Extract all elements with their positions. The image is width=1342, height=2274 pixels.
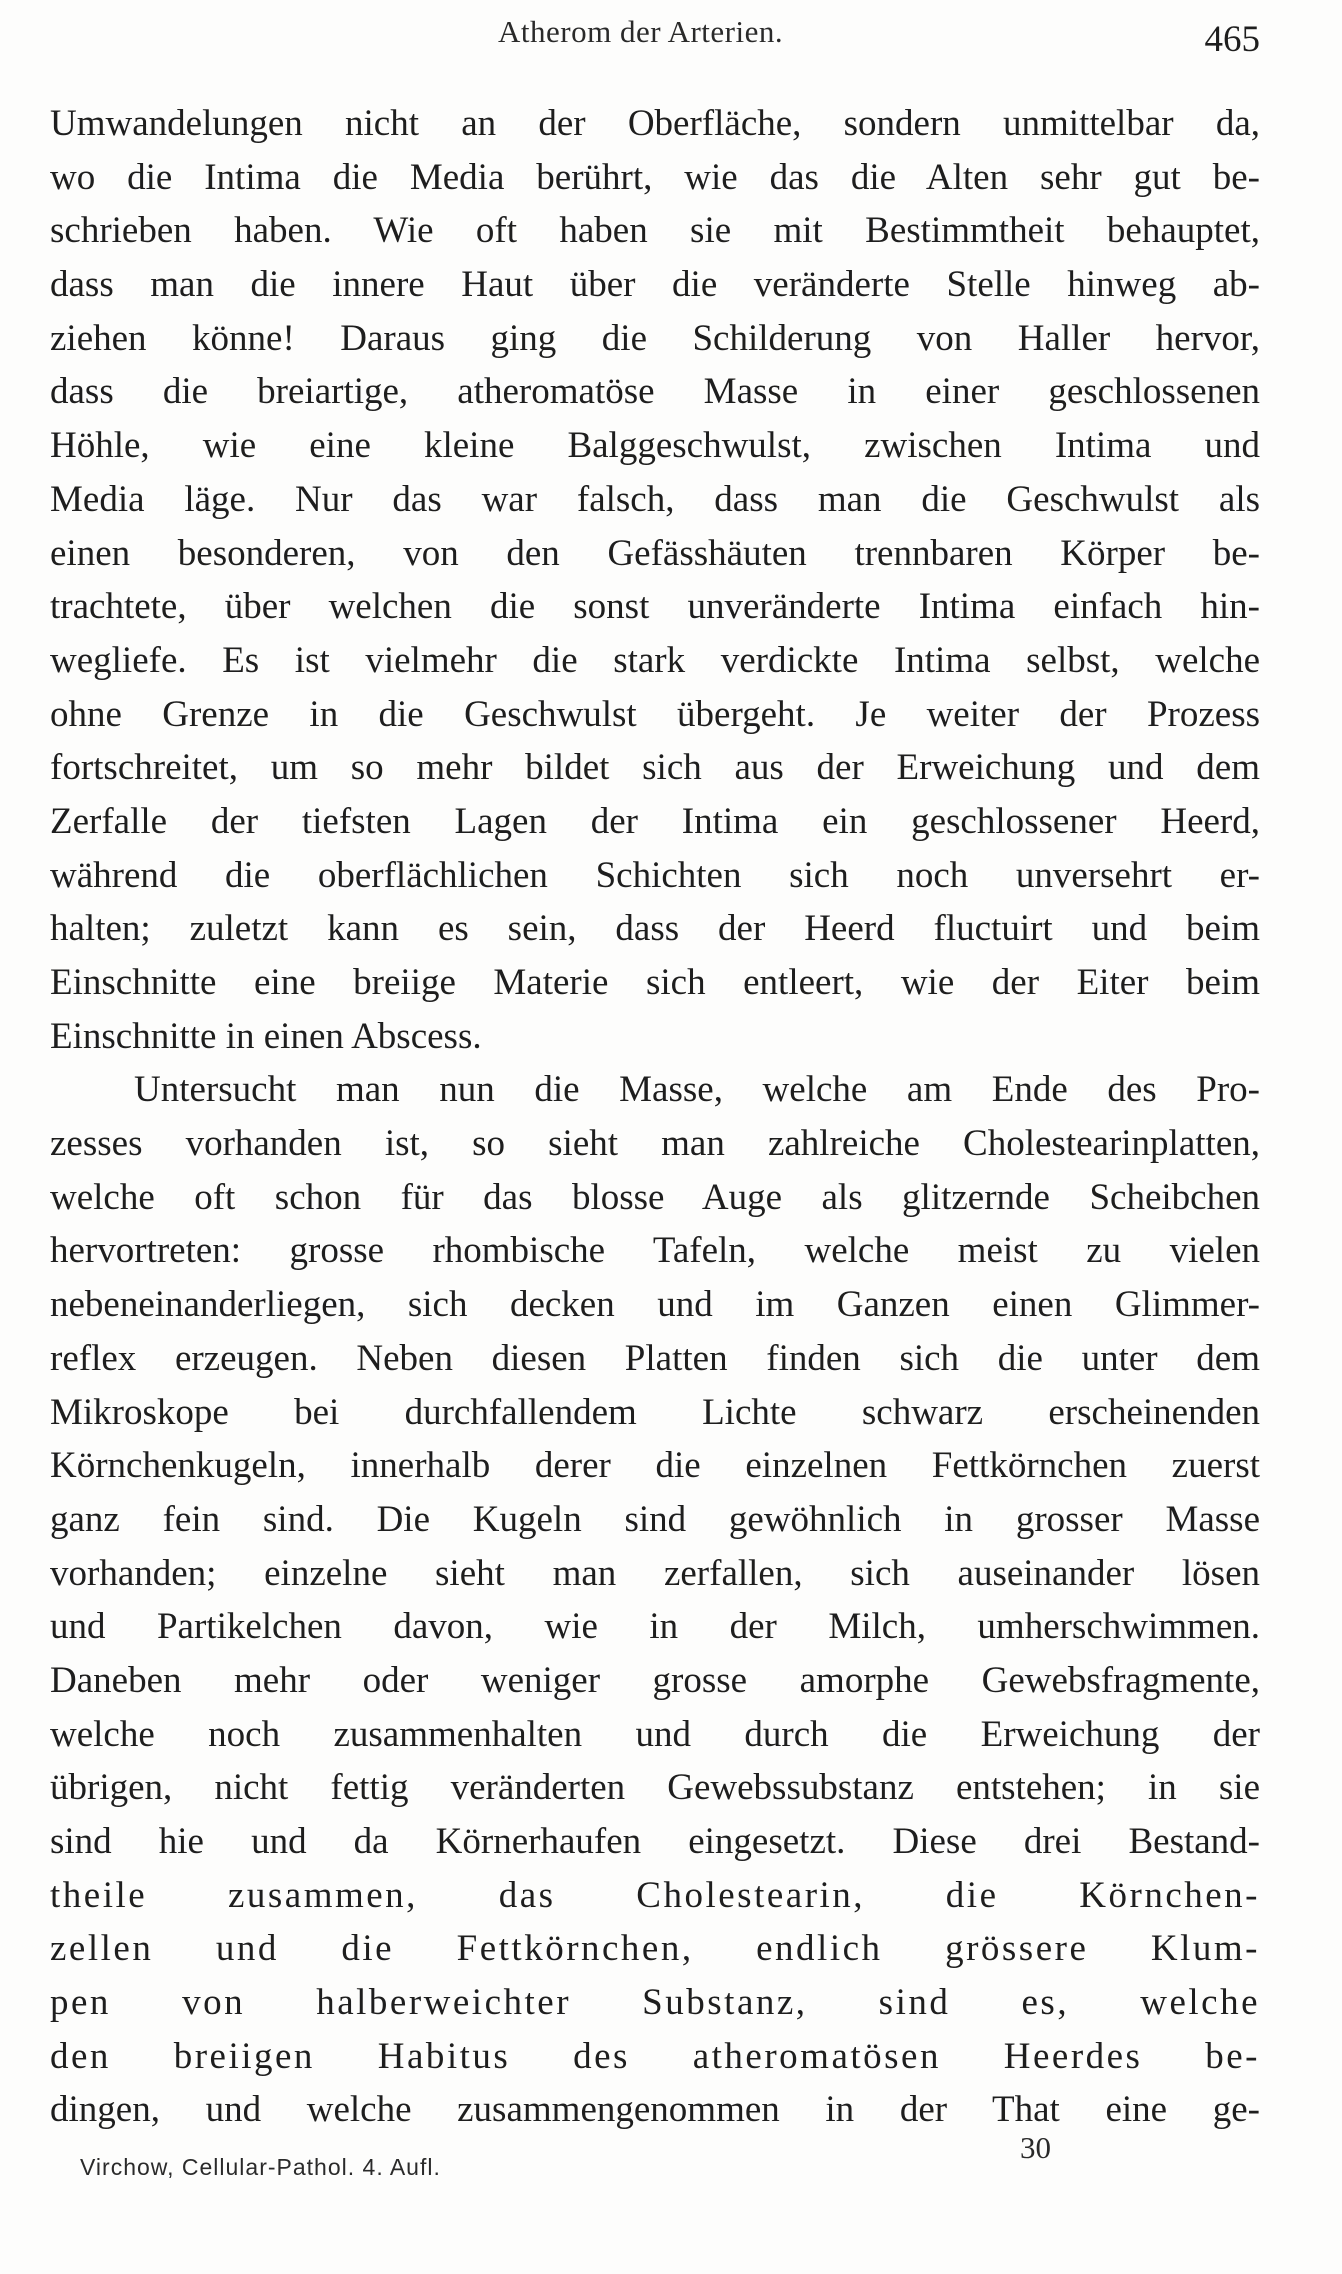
spaced-text-line-35: zellen und die Fettkörnchen, endlich grössere Klum- bbox=[50, 1928, 1260, 1970]
text-line-16: halten; zuletzt kann es sein, dass der Heerd fluctuirt und beim bbox=[50, 908, 1260, 950]
page-footer bbox=[50, 2130, 1260, 2190]
text-line-5: ziehen könne! Daraus ging die Schilderung von Haller hervor, bbox=[50, 317, 1260, 359]
text-line-25: Mikroskope bei durchfallendem Lichte schwarz erscheinenden bbox=[50, 1391, 1260, 1433]
text-line-17: Einschnitte eine breiige Materie sich entleert, wie der Eiter beim bbox=[50, 962, 1260, 1003]
text-line-13: fortschreitet, um so mehr bildet sich aus der Erweichung und dem bbox=[50, 747, 1260, 789]
text-line-32: übrigen, nicht fettig veränderten Gewebssubstanz entstehen; in sie bbox=[50, 1767, 1260, 1809]
text-line-11: wegliefe. Es ist vielmehr die stark verdickte Intima selbst, welche bbox=[50, 639, 1260, 681]
text-line-12: ohne Grenze in die Geschwulst übergeht. Je weiter der Prozess bbox=[50, 693, 1260, 735]
text-line-2: wo die Intima die Media berührt, wie das die Alten sehr gut be- bbox=[50, 156, 1260, 198]
spaced-text-line-34: theile zusammen, das Cholestearin, die Körnchen- bbox=[50, 1874, 1260, 1916]
signature-mark: 30 bbox=[1020, 2130, 1051, 2165]
text-line-21: welche oft schon für das blosse Auge als glitzernde Scheibchen bbox=[50, 1176, 1260, 1218]
text-line-24: reflex erzeugen. Neben diesen Platten finden sich die unter dem bbox=[50, 1337, 1260, 1379]
body-text bbox=[50, 97, 1260, 2137]
text-line-31: welche noch zusammenhalten und durch die Erweichung der bbox=[50, 1713, 1260, 1755]
text-line-33: sind hie und da Körnerhaufen eingesetzt. Diese drei Bestand- bbox=[50, 1821, 1260, 1862]
spaced-text-line-37: den breiigen Habitus des atheromatösen Heerdes be- bbox=[50, 2035, 1260, 2077]
text-line-20: zesses vorhanden ist, so sieht man zahlreiche Cholestearinplatten, bbox=[50, 1123, 1260, 1165]
text-line-8: Media läge. Nur das war falsch, dass man die Geschwulst als bbox=[50, 478, 1260, 520]
paragraph-end-line: Einschnitte in einen Abscess. bbox=[50, 1015, 482, 1057]
text-line-22: hervortreten: grosse rhombische Tafeln, welche meist zu vielen bbox=[50, 1230, 1260, 1272]
footer-citation: Virchow, Cellular-Pathol. 4. Aufl. bbox=[80, 2154, 441, 2180]
text-line-27: ganz fein sind. Die Kugeln sind gewöhnlich in grosser Masse bbox=[50, 1498, 1260, 1540]
text-line-30: Daneben mehr oder weniger grosse amorphe Gewebsfragmente, bbox=[50, 1659, 1260, 1701]
spaced-text-line-36: pen von halberweichter Substanz, sind es, welche bbox=[50, 1982, 1260, 2024]
text-line-29: und Partikelchen davon, wie in der Milch, umherschwimmen. bbox=[50, 1606, 1260, 1648]
text-line-10: trachtete, über welchen die sonst unveränderte Intima einfach hin- bbox=[50, 586, 1260, 628]
text-line-6: dass die breiartige, atheromatöse Masse in einer geschlossenen bbox=[50, 371, 1260, 413]
text-line-15: während die oberflächlichen Schichten sich noch unversehrt er- bbox=[50, 854, 1260, 896]
text-line-1: Umwandelungen nicht an der Oberfläche, sondern unmittelbar da, bbox=[50, 103, 1260, 144]
text-line-3: schrieben haben. Wie oft haben sie mit Bestimmtheit behauptet, bbox=[50, 210, 1260, 252]
text-line-9: einen besonderen, von den Gefässhäuten trennbaren Körper be- bbox=[50, 532, 1260, 574]
text-line-26: Körnchenkugeln, innerhalb derer die einzelnen Fettkörnchen zuerst bbox=[50, 1445, 1260, 1487]
page-number: 465 bbox=[1204, 19, 1260, 60]
text-line-23: nebeneinanderliegen, sich decken und im Ganzen einen Glimmer- bbox=[50, 1284, 1260, 1326]
text-line-28: vorhanden; einzelne sieht man zerfallen, sich auseinander lösen bbox=[50, 1552, 1260, 1594]
paragraph-start-line: Untersucht man nun die Masse, welche am Ende des Pro- bbox=[134, 1069, 1260, 1111]
text-line-4: dass man die innere Haut über die veränderte Stelle hinweg ab- bbox=[50, 264, 1260, 306]
text-line-7: Höhle, wie eine kleine Balggeschwulst, zwischen Intima und bbox=[50, 425, 1260, 467]
running-title: Atherom der Arterien. bbox=[498, 14, 784, 49]
running-head bbox=[50, 8, 1260, 58]
text-line-38: dingen, und welche zusammengenommen in der That eine ge- bbox=[50, 2089, 1260, 2131]
text-line-14: Zerfalle der tiefsten Lagen der Intima ein geschlossener Heerd, bbox=[50, 800, 1260, 842]
